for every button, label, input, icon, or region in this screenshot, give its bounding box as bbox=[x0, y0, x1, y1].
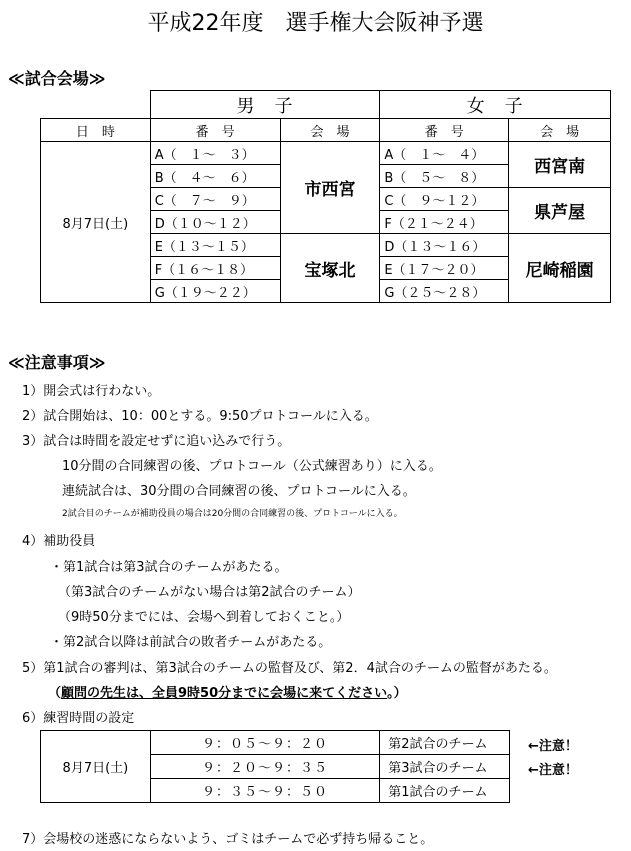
note-4c: （9時50分までには、会場へ到着しておくこと。） bbox=[58, 610, 350, 625]
boys-code: D（１０～１２） bbox=[150, 211, 280, 234]
practice-table bbox=[40, 730, 510, 803]
girls-code: B（ ５～ ８） bbox=[380, 165, 509, 188]
page-title: 平成22年度 選手権大会阪神予選 bbox=[147, 11, 484, 36]
boys-venue: 宝塚北 bbox=[280, 234, 380, 303]
boys-venue: 市西宮 bbox=[280, 142, 380, 234]
note-5-bold: 顧問の先生は、全員9時50分までに会場に来てください bbox=[61, 686, 388, 701]
girls-code: C（ ９～１２） bbox=[380, 188, 509, 211]
practice-team: 第1試合のチーム bbox=[380, 779, 510, 803]
boys-code: E（１３～１５） bbox=[150, 234, 280, 257]
girls-code: E（１７～２０） bbox=[380, 257, 509, 280]
warning-arrow: ←注意！ bbox=[528, 763, 578, 778]
note-4: 4）補助役員 bbox=[22, 534, 96, 549]
girls-code: G（２５～２８） bbox=[380, 280, 509, 303]
col-girls-number: 番 号 bbox=[380, 119, 509, 142]
boys-code: C（ ７～ ９） bbox=[150, 188, 280, 211]
note-4b: （第3試合のチームがない場合は第2試合のチーム） bbox=[58, 585, 361, 600]
venue-table bbox=[40, 90, 611, 303]
warning-arrow: ←注意！ bbox=[528, 739, 578, 754]
col-boys-number: 番 号 bbox=[150, 119, 280, 142]
note-4a: ・第1試合は第3試合のチームがあたる。 bbox=[50, 560, 288, 575]
girls-code: F（２１～２４） bbox=[380, 211, 509, 234]
note-3c: 2試合目のチームが補助役員の場合は20分間の合同練習の後、プロトコールに入る。 bbox=[62, 509, 403, 519]
note-5-close: 。） bbox=[387, 686, 407, 701]
boys-code: A（ １～ ３） bbox=[150, 142, 280, 165]
practice-team: 第2試合のチーム bbox=[380, 731, 510, 755]
note-7: 7）会場校の迷惑にならないよう、ゴミはチームで必ず持ち帰ること。 bbox=[22, 832, 434, 847]
practice-time: ９：０５～９：２０ bbox=[150, 731, 379, 755]
boys-code: F（１６～１８） bbox=[150, 257, 280, 280]
note-3a: 10分間の合同練習の後、プロトコール（公式練習あり）に入る。 bbox=[62, 459, 442, 474]
boys-header: 男 子 bbox=[150, 91, 380, 119]
note-5: 5）第1試合の審判は、第3試合のチームの監督及び、第2．4試合のチームの監督があたる。 bbox=[22, 661, 557, 676]
practice-team: 第3試合のチーム bbox=[380, 755, 510, 779]
girls-code: A（ １～ ４） bbox=[380, 142, 509, 165]
col-girls-venue: 会 場 bbox=[509, 119, 611, 142]
note-3b: 連続試合は、30分間の合同練習の後、プロトコールに入る。 bbox=[62, 484, 416, 499]
col-boys-venue: 会 場 bbox=[280, 119, 380, 142]
boys-code: G（１９～２２） bbox=[150, 280, 280, 303]
venue-heading: ≪試合会場≫ bbox=[8, 69, 106, 88]
girls-header: 女 子 bbox=[380, 91, 611, 119]
note-1: 1）開会式は行わない。 bbox=[22, 384, 161, 399]
col-date: 日 時 bbox=[41, 119, 151, 142]
note-5-emphasis bbox=[48, 682, 407, 701]
practice-date: 8月7日(土) bbox=[41, 731, 151, 803]
notes-heading: ≪注意事項≫ bbox=[8, 353, 106, 372]
girls-venue: 尼崎稲園 bbox=[509, 234, 611, 303]
note-6: 6）練習時間の設定 bbox=[22, 711, 135, 726]
girls-code: D（１３～１６） bbox=[380, 234, 509, 257]
girls-venue: 西宮南 bbox=[509, 142, 611, 188]
boys-code: B（ ４～ ６） bbox=[150, 165, 280, 188]
practice-time: ９：２０～９：３５ bbox=[150, 755, 379, 779]
note-4d: ・第2試合以降は前試合の敗者チームがあたる。 bbox=[50, 635, 332, 650]
match-date: 8月7日(土) bbox=[41, 142, 151, 303]
note-3: 3）試合は時間を設定せずに追い込みで行う。 bbox=[22, 434, 291, 449]
girls-venue: 県芦屋 bbox=[509, 188, 611, 234]
practice-time: ９：３５～９：５０ bbox=[150, 779, 379, 803]
note-5-open: （ bbox=[48, 686, 62, 701]
note-2: 2）試合開始は、10：00とする。9:50プロトコールに入る。 bbox=[22, 409, 378, 424]
